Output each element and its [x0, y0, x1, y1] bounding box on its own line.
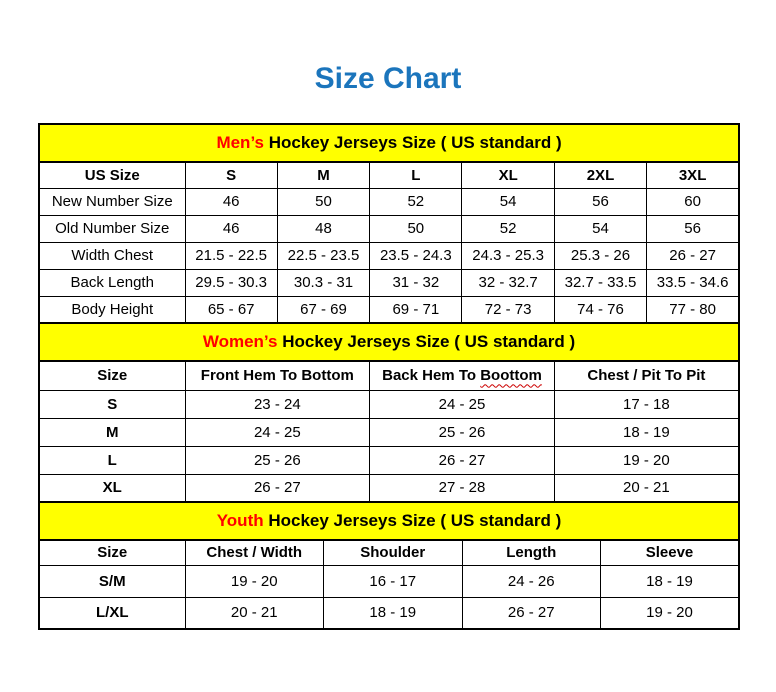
column-header: Size: [39, 540, 185, 565]
size-value-cell: 72 - 73: [462, 296, 554, 323]
size-value-cell: 24 - 26: [462, 565, 601, 597]
size-value-cell: 60: [647, 188, 739, 215]
size-value-cell: 31 - 32: [370, 269, 462, 296]
column-header: Sleeve: [601, 540, 740, 565]
womens-header-highlight: Women’s: [202, 332, 278, 351]
row-label: XL: [39, 474, 185, 502]
size-value-cell: 56: [554, 188, 646, 215]
table-row: [39, 296, 739, 323]
size-value-cell: 18 - 19: [601, 565, 740, 597]
size-value-cell: 67 - 69: [277, 296, 369, 323]
youth-size-table: [38, 501, 740, 630]
size-value-cell: 54: [554, 215, 646, 242]
row-label: Width Chest: [39, 242, 185, 269]
page-title: Size Chart: [314, 62, 462, 95]
mens-size-table: [38, 123, 740, 324]
table-row: [39, 188, 739, 215]
row-label: L: [39, 446, 185, 474]
column-header: XL: [462, 162, 554, 188]
column-header: Front Hem To Bottom: [185, 361, 370, 390]
row-label: S: [39, 390, 185, 418]
size-value-cell: 26 - 27: [370, 446, 555, 474]
table-row: [39, 597, 739, 629]
size-value-cell: 24 - 25: [185, 418, 370, 446]
column-header: Chest / Width: [185, 540, 324, 565]
youth-header-rest: Hockey Jerseys Size ( US standard ): [263, 511, 562, 530]
row-label: New Number Size: [39, 188, 185, 215]
column-header: Size: [39, 361, 185, 390]
youth-section-header: [39, 502, 739, 540]
size-value-cell: 33.5 - 34.6: [647, 269, 739, 296]
womens-section-band-row: [39, 323, 739, 361]
row-label: M: [39, 418, 185, 446]
size-value-cell: 24 - 25: [370, 390, 555, 418]
size-value-cell: 29.5 - 30.3: [185, 269, 277, 296]
size-value-cell: 26 - 27: [462, 597, 601, 629]
size-value-cell: 46: [185, 188, 277, 215]
size-value-cell: 65 - 67: [185, 296, 277, 323]
size-value-cell: 77 - 80: [647, 296, 739, 323]
column-header: M: [277, 162, 369, 188]
size-value-cell: 50: [370, 215, 462, 242]
womens-header-rest: Hockey Jerseys Size ( US standard ): [277, 332, 576, 351]
size-value-cell: 19 - 20: [554, 446, 739, 474]
mens-column-header-row: [39, 162, 739, 188]
size-value-cell: 20 - 21: [554, 474, 739, 502]
size-value-cell: 23 - 24: [185, 390, 370, 418]
size-value-cell: 25.3 - 26: [554, 242, 646, 269]
size-value-cell: 52: [370, 188, 462, 215]
size-value-cell: 32 - 32.7: [462, 269, 554, 296]
row-label: L/XL: [39, 597, 185, 629]
youth-section-band-row: [39, 502, 739, 540]
size-value-cell: 74 - 76: [554, 296, 646, 323]
size-value-cell: 18 - 19: [554, 418, 739, 446]
womens-section-header: [39, 323, 739, 361]
table-row: [39, 565, 739, 597]
size-value-cell: 32.7 - 33.5: [554, 269, 646, 296]
size-value-cell: 18 - 19: [324, 597, 463, 629]
column-header: US Size: [39, 162, 185, 188]
table-row: [39, 474, 739, 502]
size-value-cell: 69 - 71: [370, 296, 462, 323]
table-row: [39, 242, 739, 269]
size-value-cell: 48: [277, 215, 369, 242]
table-row: [39, 390, 739, 418]
table-row: [39, 269, 739, 296]
size-value-cell: 54: [462, 188, 554, 215]
table-row: [39, 215, 739, 242]
mens-header-rest: Hockey Jerseys Size ( US standard ): [263, 133, 562, 152]
misspelled-word: Boottom: [480, 367, 542, 385]
mens-section-header: [39, 124, 739, 162]
table-row: [39, 418, 739, 446]
size-value-cell: 22.5 - 23.5: [277, 242, 369, 269]
size-value-cell: 26 - 27: [647, 242, 739, 269]
size-value-cell: 25 - 26: [370, 418, 555, 446]
womens-size-table: [38, 322, 740, 503]
size-value-cell: 17 - 18: [554, 390, 739, 418]
size-value-cell: 56: [647, 215, 739, 242]
column-header: Shoulder: [324, 540, 463, 565]
size-value-cell: 50: [277, 188, 369, 215]
row-label: Body Height: [39, 296, 185, 323]
row-label: Old Number Size: [39, 215, 185, 242]
column-header: L: [370, 162, 462, 188]
table-row: [39, 446, 739, 474]
size-value-cell: 16 - 17: [324, 565, 463, 597]
mens-section-band-row: [39, 124, 739, 162]
size-value-cell: 20 - 21: [185, 597, 324, 629]
size-value-cell: 27 - 28: [370, 474, 555, 502]
mens-header-highlight: Men’s: [216, 133, 264, 152]
size-value-cell: 19 - 20: [601, 597, 740, 629]
column-header: Length: [462, 540, 601, 565]
column-header: S: [185, 162, 277, 188]
youth-header-highlight: Youth: [216, 511, 264, 530]
youth-column-header-row: [39, 540, 739, 565]
size-tables: [38, 123, 738, 630]
size-value-cell: 52: [462, 215, 554, 242]
row-label: S/M: [39, 565, 185, 597]
column-header: 2XL: [554, 162, 646, 188]
size-value-cell: 46: [185, 215, 277, 242]
size-value-cell: 23.5 - 24.3: [370, 242, 462, 269]
column-header: 3XL: [647, 162, 739, 188]
size-value-cell: 19 - 20: [185, 565, 324, 597]
column-header: Chest / Pit To Pit: [554, 361, 739, 390]
size-value-cell: 21.5 - 22.5: [185, 242, 277, 269]
column-header-misspelled: Back Hem To Boottom: [370, 361, 555, 390]
size-value-cell: 25 - 26: [185, 446, 370, 474]
row-label: Back Length: [39, 269, 185, 296]
womens-column-header-row: [39, 361, 739, 390]
size-value-cell: 24.3 - 25.3: [462, 242, 554, 269]
size-value-cell: 26 - 27: [185, 474, 370, 502]
size-value-cell: 30.3 - 31: [277, 269, 369, 296]
